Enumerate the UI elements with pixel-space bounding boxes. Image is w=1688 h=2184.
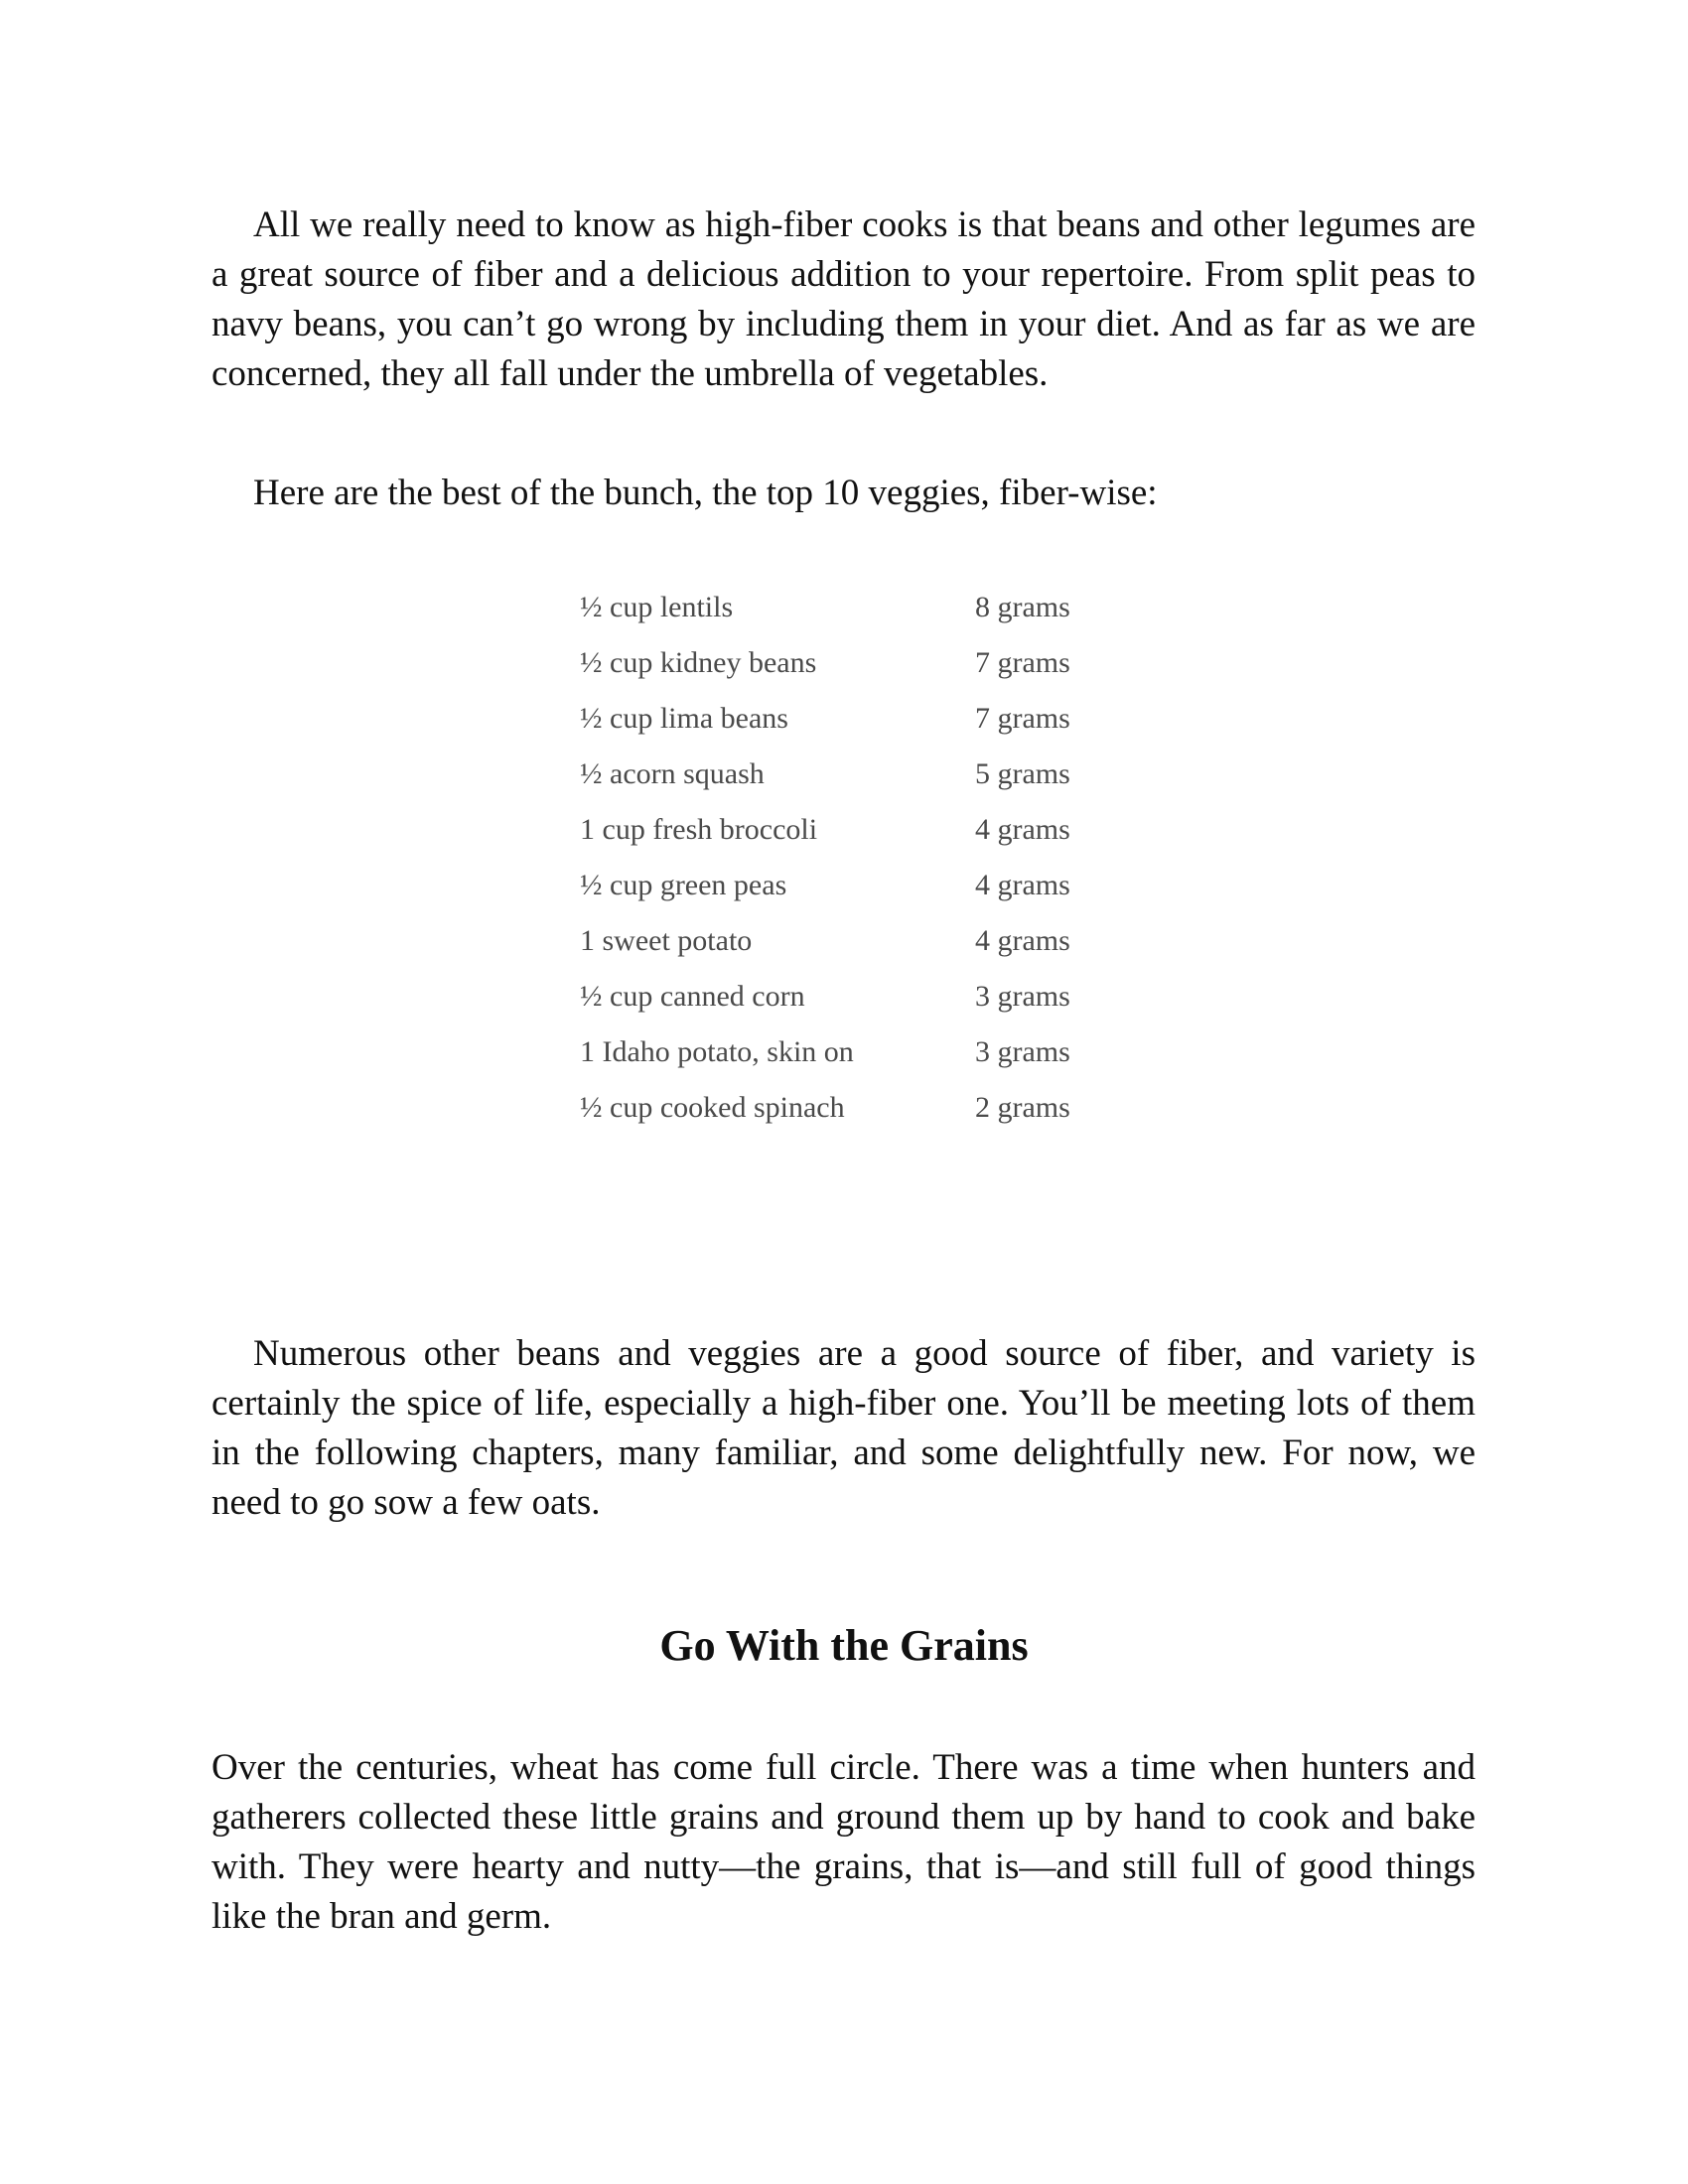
table-cell-item: 1 cup fresh broccoli bbox=[580, 813, 818, 846]
table-cell-item: ½ cup green peas bbox=[580, 869, 787, 901]
table-cell-grams: 4 grams bbox=[975, 869, 1070, 901]
table-cell-grams: 2 grams bbox=[975, 1091, 1070, 1124]
table-cell-grams: 3 grams bbox=[975, 980, 1070, 1013]
fiber-table bbox=[580, 580, 1096, 1136]
paragraph-legumes: All we really need to know as high-fiber cooks is that beans and other legumes are a great source of fiber and a delicious addition to your repertoire. From split peas to navy beans, you can’t go wrong by including them in your diet. And as far as we are concerned, they all fall under the umbrella of vegetables. bbox=[211, 205, 1476, 394]
table-cell-item: ½ cup lentils bbox=[580, 591, 734, 623]
table-cell-grams: 3 grams bbox=[975, 1035, 1070, 1068]
table-cell-item: 1 sweet potato bbox=[580, 924, 753, 957]
table-row bbox=[580, 802, 1096, 858]
table-row bbox=[580, 691, 1096, 747]
table-cell-item: 1 Idaho potato, skin on bbox=[580, 1035, 854, 1068]
table-cell-grams: 4 grams bbox=[975, 813, 1070, 846]
table-row bbox=[580, 1024, 1096, 1080]
table-cell-item: ½ cup canned corn bbox=[580, 980, 805, 1013]
paragraph-other-beans: Numerous other beans and veggies are a good source of fiber, and variety is certainly the spice of life, especially a high-fiber one. You’ll be meeting lots of them in the following chapters, many familiar, and some delightfully new. For now, we need to go sow a few oats. bbox=[211, 1333, 1476, 1523]
table-row bbox=[580, 1080, 1096, 1136]
section-heading: Go With the Grains bbox=[659, 1621, 1029, 1670]
table-cell-item: ½ acorn squash bbox=[580, 757, 765, 790]
table-row bbox=[580, 747, 1096, 802]
paragraph-wheat: Over the centuries, wheat has come full circle. There was a time when hunters and gatherers collected these little grains and ground them up by hand to cook and bake with. They were hearty and nutty—the grains, that is—and still full of good things like the bran and germ. bbox=[211, 1747, 1476, 1937]
table-cell-grams: 7 grams bbox=[975, 646, 1070, 679]
table-cell-grams: 4 grams bbox=[975, 924, 1070, 957]
table-cell-item: ½ cup cooked spinach bbox=[580, 1091, 845, 1124]
table-row bbox=[580, 969, 1096, 1024]
table-row bbox=[580, 635, 1096, 691]
table-cell-item: ½ cup kidney beans bbox=[580, 646, 817, 679]
table-cell-item: ½ cup lima beans bbox=[580, 702, 788, 735]
table-row bbox=[580, 858, 1096, 913]
table-cell-grams: 8 grams bbox=[975, 591, 1070, 623]
table-cell-grams: 5 grams bbox=[975, 757, 1070, 790]
table-row bbox=[580, 580, 1096, 635]
table-cell-grams: 7 grams bbox=[975, 702, 1070, 735]
table-row bbox=[580, 913, 1096, 969]
paragraph-top-veggies-intro: Here are the best of the bunch, the top 10 veggies, fiber-wise: bbox=[253, 473, 1158, 513]
